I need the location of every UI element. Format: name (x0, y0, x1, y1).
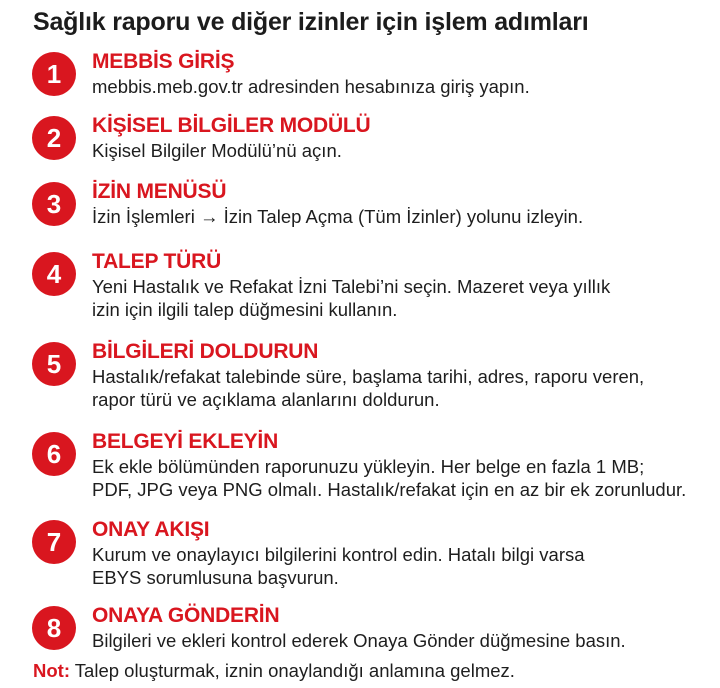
step-title: TALEP TÜRÜ (92, 250, 222, 273)
step-number-badge: 5 (32, 342, 76, 386)
step-number-badge: 1 (32, 52, 76, 96)
footnote (33, 660, 515, 682)
step-description: Kurum ve onaylayıcı bilgilerini kontrol edin. Hatalı bilgi varsa EBYS sorumlusuna başvurun. (92, 544, 585, 588)
step-title: İZİN MENÜSÜ (92, 180, 227, 203)
step-number-badge: 2 (32, 116, 76, 160)
step-description: Ek ekle bölümünden raporunuzu yükleyin. Her belge en fazla 1 MB; PDF, JPG veya PNG olmalı. Hastalık/refakat için en az bir ek zorunludur. (92, 456, 687, 500)
step-description: Bilgileri ve ekleri kontrol ederek Onaya Gönder düğmesine basın. (92, 630, 626, 651)
step-description: İzin İşlemleri → İzin Talep Açma (Tüm İzinler) yolunu izleyin. (92, 206, 584, 227)
step-title: ONAY AKIŞI (92, 518, 210, 541)
step-title: BELGEYİ EKLEYİN (92, 430, 279, 453)
step-title: MEBBİS GİRİŞ (92, 50, 235, 73)
step-title: KİŞİSEL BİLGİLER MODÜLÜ (92, 114, 371, 137)
step-number-badge: 8 (32, 606, 76, 650)
page-title: Sağlık raporu ve diğer izinler için işlem adımları (33, 8, 589, 36)
note-label: Not: (33, 660, 70, 681)
step-description: Kişisel Bilgiler Modülü’nü açın. (92, 140, 342, 161)
step-description: Hastalık/refakat talebinde süre, başlama tarihi, adres, raporu veren, rapor türü ve açıklama alanlarını doldurun. (92, 366, 645, 410)
step-description: mebbis.meb.gov.tr adresinden hesabınıza giriş yapın. (92, 76, 530, 97)
step-number-badge: 3 (32, 182, 76, 226)
step-title: ONAYA GÖNDERİN (92, 604, 280, 627)
step-title: BİLGİLERİ DOLDURUN (92, 340, 319, 363)
note-text: Talep oluşturmak, iznin onaylandığı anlamına gelmez. (69, 660, 515, 681)
step-number-badge: 7 (32, 520, 76, 564)
step-description: Yeni Hastalık ve Refakat İzni Talebi’ni seçin. Mazeret veya yıllık izin için ilgili talep düğmesini kullanın. (92, 276, 611, 320)
step-number-badge: 6 (32, 432, 76, 476)
step-number-badge: 4 (32, 252, 76, 296)
